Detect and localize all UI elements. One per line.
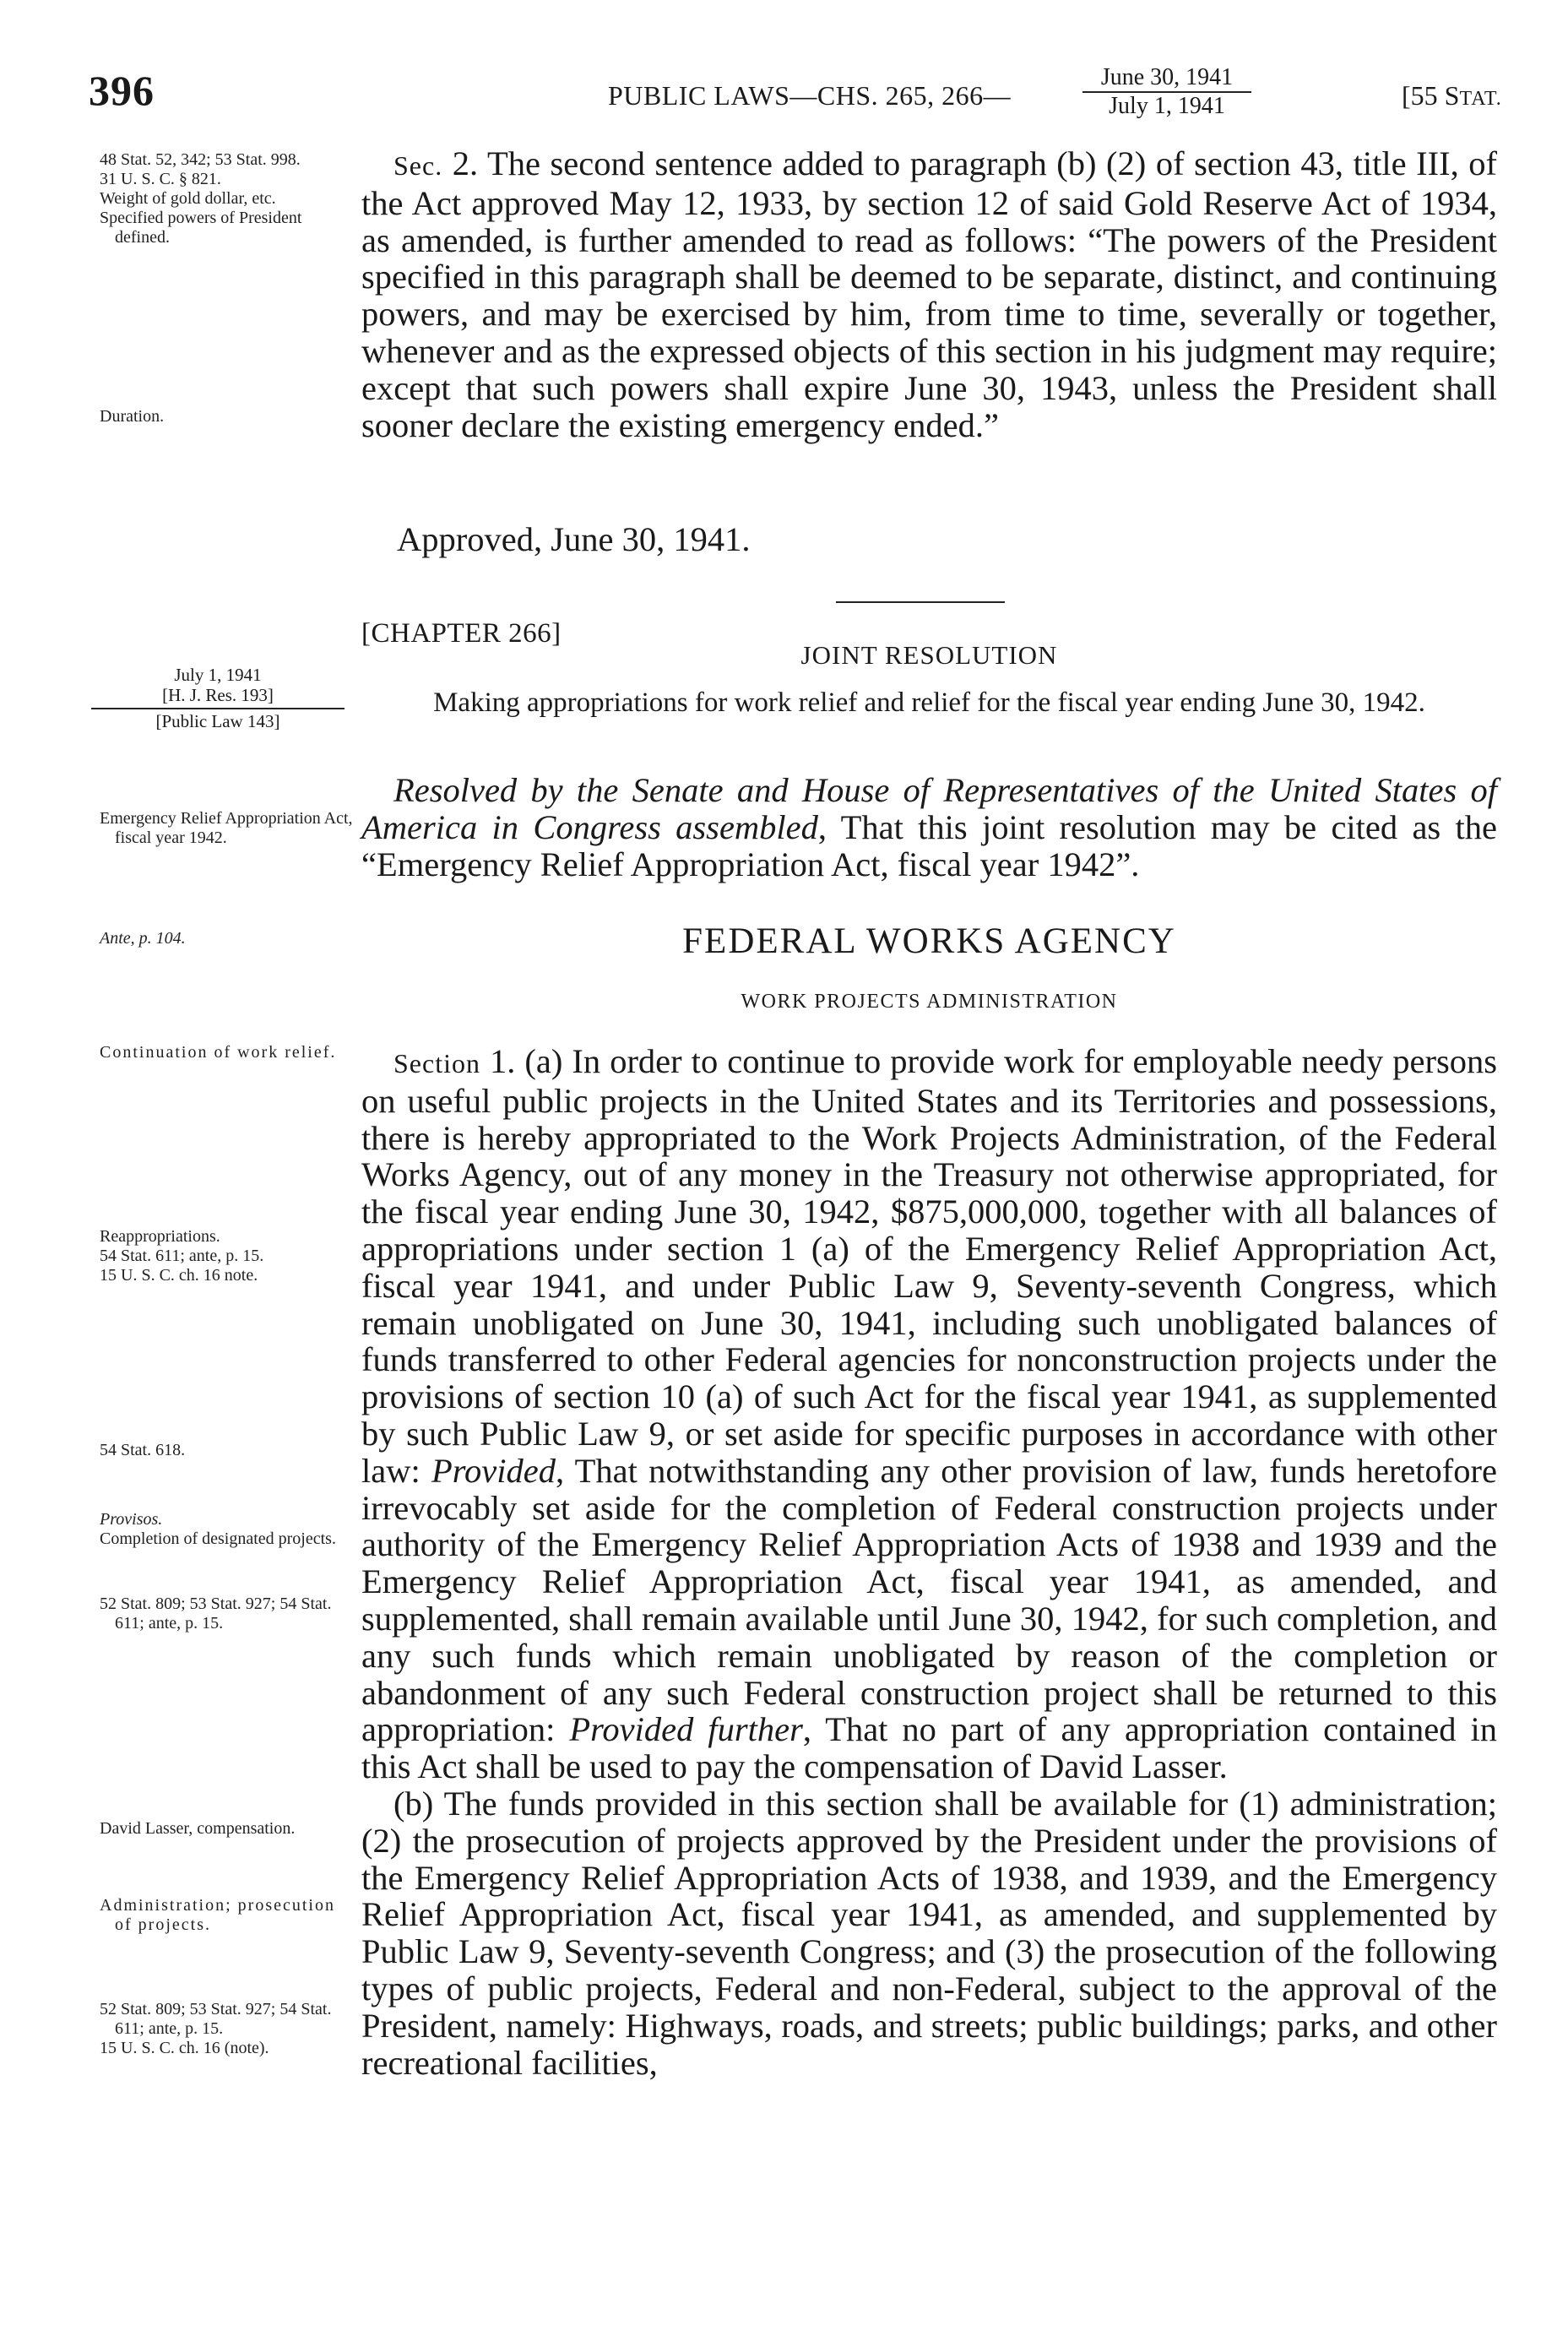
provided-italic: Provided [431, 1451, 556, 1490]
margin-note-line: 15 U. S. C. ch. 16 (note). [100, 2039, 269, 2057]
resolving-clause-italic: Resolved by the Senate and House of Representatives of the United States of America in Congress assembled [361, 771, 1497, 846]
header-date-bottom: July 1, 1941 [1109, 93, 1225, 119]
resolving-clause [361, 772, 1497, 883]
margin-note-hjres: [H. J. Res. 193] [162, 685, 274, 705]
margin-note-date-block [91, 665, 345, 731]
margin-note-line: 52 Stat. 809; 53 Stat. 927; 54 Stat. 611; ante, p. 15. [100, 2000, 332, 2038]
margin-note-line: 31 U. S. C. § 821. [100, 170, 221, 188]
agency-heading: FEDERAL WORKS AGENCY [682, 921, 1176, 961]
margin-note-line: 48 Stat. 52, 342; 53 Stat. 998. [100, 150, 301, 169]
section-1a-part1: 1. (a) In order to continue to provide work for employable needy persons on useful public projects in the United States and its Territories and possessions, there is hereby appropriated to the Work Projects Administration, of the Federal Works Agency, out of any money in the Treasury not otherwise appropriated, for the fiscal year ending June 30, 1942, $875,000,000, together with all balances of appropriations under section 1 (a) of the Emergency Relief Appropriation Act, fiscal year 1941, and under Public Law 9, Seventy-seventh Congress, which remain unobligated on June 30, 1941, including such unobligated balances of funds transferred to other Federal agencies for nonconstruction projects under the provisions of section 10 (a) of such Act for the fiscal year 1941, as supplemented by such Public Law 9, or set aside for specific purposes in accordance with other law: [361, 1042, 1497, 1490]
margin-note-date: July 1, 1941 [174, 665, 262, 685]
margin-note-line: Ante, p. 104. [100, 929, 186, 948]
header-date-top: June 30, 1941 [1082, 64, 1251, 93]
section-1b-paragraph: (b) The funds provided in this section shall be available for (1) administration; (2) the prosecution of projects approved by the President under the provisions of the Emergency Relief Appropriation Acts of 1938, and 1939, and the Emergency Relief Appropriation Act, fiscal year 1941, as amended, and supplemented by Public Law 9, Seventy-seventh Congress; and (3) the prosecution of the following types of public projects, Federal and non-Federal, subject to the approval of the President, namely: Highways, roads, and streets; public buildings; parks, and other recreational facilities, [361, 1784, 1497, 2082]
joint-resolution-heading: JOINT RESOLUTION [800, 640, 1058, 670]
section-1a-part2: , That notwithstanding any other provision of law, funds heretofore irrevocably set aside for the completion of Federal construction projects under authority of the Emergency Relief Appropriation Acts of 1938 and 1939 and the Emergency Relief Appropriation Act, fiscal year 1941, as amended, and supplemented, shall remain available until June 30, 1942, for such completion, and any such funds which remain unobligated by reason of the completion or abandonment of any such Federal construction project shall be returned to this appropriation: [361, 1451, 1497, 1749]
section-2-paragraph: 2. The second sentence added to paragraph (b) (2) of section 43, title III, of the Act approved May 12, 1933, by section 12 of said Gold Reserve Act of 1934, as amended, is further amended to read as follows: “The powers of the President specified in this paragraph shall be deemed to be separate, distinct, and continuing powers, and may be exercised by him, from time to time, severally or together, whenever and as the expressed objects of this section in his judgment may require; except that such powers shall expire June 30, 1943, unless the President shall sooner declare the existing emergency ended.” [361, 144, 1497, 444]
margin-note-act-title [100, 809, 353, 848]
margin-note-line: 15 U. S. C. ch. 16 note. [100, 1266, 258, 1285]
statute-volume [1402, 80, 1502, 111]
margin-note-citations-3 [100, 2000, 353, 2058]
margin-note-line: Provisos. [100, 1510, 163, 1529]
margin-note-line: Completion of designated projects. [100, 1529, 336, 1548]
administration-heading: WORK PROJECTS ADMINISTRATION [741, 991, 1118, 1013]
section-2-text [361, 145, 1497, 443]
margin-note-line: Administration; prosecution of projects. [100, 1896, 335, 1934]
margin-note-line: 54 Stat. 611; ante, p. 15. [100, 1247, 264, 1265]
statute-volume-suffix: TAT. [1459, 88, 1502, 110]
provided-further-italic: Provided further [569, 1710, 803, 1749]
resolving-clause-text: , That this joint resolution may be cited as the “Emergency Relief Appropriation Act, fiscal year 1942”. [361, 807, 1497, 883]
section-1-text [361, 1043, 1497, 2081]
margin-note-provisos [100, 1510, 353, 1549]
resolution-title: Making appropriations for work relief and relief for the fiscal year ending June 30, 1942. [433, 687, 1425, 718]
running-title: PUBLIC LAWS—CHS. 265, 266— [608, 80, 1012, 111]
margin-note-duration: Duration. [100, 407, 165, 426]
chapter-label: [CHAPTER 266] [361, 618, 562, 649]
margin-note-line: Emergency Relief Appropriation Act, fiscal year 1942. [100, 809, 353, 847]
approved-line: Approved, June 30, 1941. [397, 520, 751, 558]
header-dates [1082, 64, 1251, 120]
margin-note-line: 52 Stat. 809; 53 Stat. 927; 54 Stat. 611; ante, p. 15. [100, 1595, 332, 1633]
margin-note-lasser [100, 1819, 353, 1839]
margin-note-public-law: [Public Law 143] [91, 708, 345, 731]
margin-note-54-stat: 54 Stat. 618. [100, 1441, 186, 1459]
statute-volume-prefix: [55 S [1402, 80, 1460, 111]
margin-note-administration [100, 1896, 353, 1935]
margin-note-line: David Lasser, compensation. [100, 1819, 296, 1838]
margin-note-line: Continuation of work relief. [100, 1043, 337, 1062]
margin-note-reappropriations [100, 1227, 353, 1285]
margin-note-line: Specified powers of President defined. [100, 209, 302, 247]
margin-note-continuation [100, 1043, 353, 1062]
section-1a-part3: , That no part of any appropriation contained in this Act shall be used to pay the compensation of David Lasser. [361, 1710, 1498, 1786]
margin-note-line: Weight of gold dollar, etc. [100, 189, 276, 208]
section-2-label: Sec. [393, 150, 443, 181]
section-1-label: Section [393, 1048, 480, 1078]
margin-note-citation [100, 150, 353, 247]
margin-note-line: Reappropriations. [100, 1227, 220, 1246]
page-number: 396 [89, 67, 155, 114]
chapter-divider [836, 601, 1005, 603]
margin-note-citations-2 [100, 1595, 353, 1633]
margin-note-ante [100, 929, 353, 948]
